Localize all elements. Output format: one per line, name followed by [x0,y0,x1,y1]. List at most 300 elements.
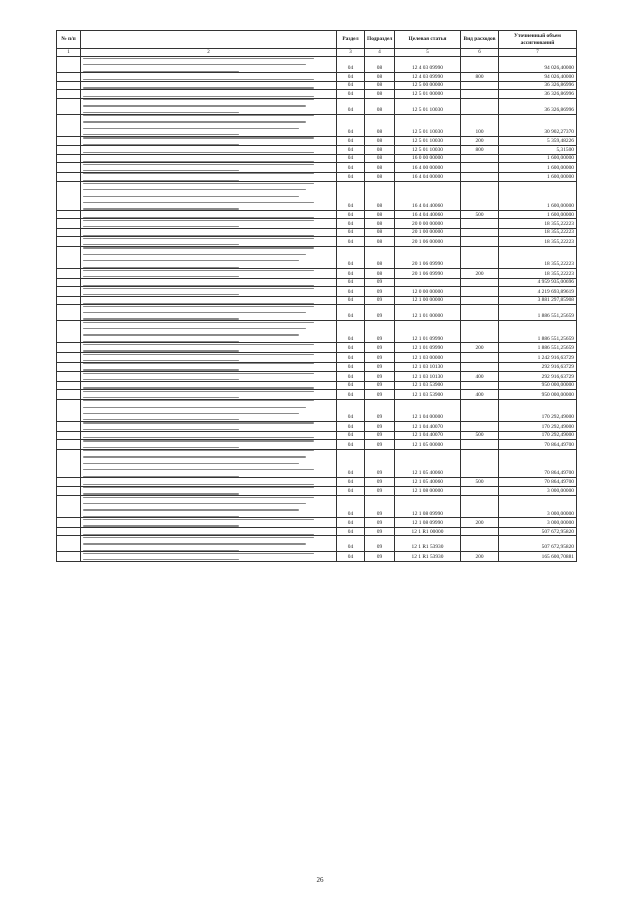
expense-type-cell [461,246,499,268]
razdel-cell: 04 [337,321,365,343]
row-number-cell [57,146,81,154]
table-row [57,228,577,236]
row-number-cell [57,287,81,297]
target-article-cell: 12 1 05 40060 [395,449,461,478]
podrazdel-cell: 09 [365,296,395,304]
expense-type-cell [461,353,499,363]
name-text-line [83,437,314,438]
row-name-cell [81,305,337,321]
razdel-cell: 04 [337,269,365,279]
expense-type-cell [461,399,499,421]
expense-type-cell [461,228,499,236]
expense-type-cell [461,486,499,496]
podrazdel-cell: 09 [365,390,395,400]
podrazdel-cell: 09 [365,528,395,536]
amount-cell: 292 916,63729 [499,372,577,382]
amount-cell: 950 000,00000 [499,390,577,400]
target-article-cell: 12 4 03 09990 [395,73,461,81]
podrazdel-cell: 09 [365,399,395,421]
expense-type-cell: 200 [461,518,499,528]
name-text-line [83,202,314,203]
row-name-cell [81,296,337,304]
razdel-cell: 04 [337,211,365,219]
razdel-cell: 04 [337,439,365,449]
amount-cell: 170 292,49000 [499,431,577,439]
row-number-cell [57,353,81,363]
razdel-cell: 04 [337,362,365,372]
amount-cell: 70 864,49700 [499,439,577,449]
table-row [57,154,577,162]
table-row [57,496,577,518]
razdel-cell: 04 [337,518,365,528]
header-razdel: Раздел [337,31,365,49]
podrazdel-cell: 08 [365,246,395,268]
row-number-cell [57,552,81,562]
table-row [57,353,577,363]
name-text-line [83,509,299,510]
amount-cell: 292 916,63729 [499,362,577,372]
razdel-cell: 04 [337,228,365,236]
amount-cell: 1 600,00000 [499,163,577,173]
column-number: 3 [337,49,365,57]
row-number-cell [57,399,81,421]
header-row [57,31,577,49]
podrazdel-cell: 08 [365,269,395,279]
target-article-cell: 12 1 01 09990 [395,343,461,353]
table-row [57,390,577,400]
name-text-line [83,328,306,329]
name-text-line [83,503,306,504]
target-article-cell: 16 4 04 40060 [395,211,461,219]
expense-type-cell: 100 [461,114,499,136]
table-row [57,449,577,478]
name-text-line [83,450,314,451]
name-text-line [83,96,314,97]
expense-type-cell [461,536,499,552]
name-text-line [83,318,239,319]
target-article-cell: 12 1 08 00000 [395,486,461,496]
name-text-line [83,79,314,80]
amount-cell: 3 000,00000 [499,518,577,528]
razdel-cell: 04 [337,431,365,439]
row-name-cell [81,154,337,162]
column-number: 1 [57,49,81,57]
razdel-cell: 04 [337,90,365,98]
row-number-cell [57,372,81,382]
table-row [57,431,577,439]
row-number-cell [57,390,81,400]
row-name-cell [81,287,337,297]
table-row [57,136,577,146]
razdel-cell: 04 [337,343,365,353]
row-number-cell [57,536,81,552]
table-row [57,98,577,114]
expense-type-cell [461,172,499,182]
name-text-line [83,350,239,351]
target-article-cell: 12 1 04 00000 [395,399,461,421]
razdel-cell: 04 [337,246,365,268]
name-text-line [83,354,314,355]
target-article-cell: 12 1 01 00000 [395,305,461,321]
name-text-line [83,306,314,307]
column-number: 4 [365,49,395,57]
amount-cell: 1 242 916,63729 [499,353,577,363]
row-number-cell [57,163,81,173]
row-number-cell [57,496,81,518]
row-number-cell [57,528,81,536]
name-text-line [83,379,239,380]
table-row [57,90,577,98]
expense-type-cell [461,57,499,73]
name-text-line [83,407,306,408]
header-target-article: Целевая статья [395,31,461,49]
expense-type-cell: 800 [461,73,499,81]
table-row [57,114,577,136]
row-number-cell [57,182,81,211]
row-name-cell [81,278,337,286]
name-text-line [83,387,314,388]
name-text-line [83,400,314,401]
amount-cell: 5,31500 [499,146,577,154]
table-row [57,518,577,528]
name-text-line [83,196,299,197]
razdel-cell: 04 [337,278,365,286]
podrazdel-cell: 08 [365,98,395,114]
amount-cell: 1 600,00000 [499,182,577,211]
name-text-line [83,208,239,209]
name-text-line [83,363,314,364]
expense-type-cell [461,237,499,247]
target-article-cell: 12 0 00 00000 [395,287,461,297]
row-name-cell [81,439,337,449]
header-name [81,31,337,49]
amount-cell: 1 600,00000 [499,211,577,219]
razdel-cell: 04 [337,390,365,400]
row-name-cell [81,237,337,247]
row-number-cell [57,219,81,229]
row-number-cell [57,172,81,182]
name-text-line [83,303,314,304]
expense-type-cell [461,381,499,389]
target-article-cell: 12 1 R1 53930 [395,552,461,562]
amount-cell: 165 600,70881 [499,552,577,562]
razdel-cell: 04 [337,182,365,211]
amount-cell: 1 600,00000 [499,154,577,162]
razdel-cell: 04 [337,154,365,162]
target-article-cell: 20 1 06 09990 [395,269,461,279]
name-text-line [83,322,314,323]
razdel-cell: 04 [337,287,365,297]
podrazdel-cell: 08 [365,237,395,247]
amount-cell: 36 326,86996 [499,90,577,98]
name-text-line [83,413,299,414]
target-article-cell: 12 1 03 53900 [395,381,461,389]
name-text-line [83,238,314,239]
row-number-cell [57,296,81,304]
target-article-cell: 16 0 00 00000 [395,154,461,162]
target-article-cell: 12 1 03 10130 [395,362,461,372]
row-number-cell [57,211,81,219]
row-name-cell [81,211,337,219]
name-text-line [83,537,314,538]
table-row [57,57,577,73]
expense-type-cell: 500 [461,211,499,219]
name-text-line [83,267,239,268]
podrazdel-cell: 09 [365,362,395,372]
row-number-cell [57,278,81,286]
name-text-line [83,360,239,361]
target-article-cell: 12 1 08 09990 [395,496,461,518]
row-number-cell [57,81,81,89]
table-row [57,278,577,286]
podrazdel-cell: 08 [365,211,395,219]
name-text-line [83,87,314,88]
row-name-cell [81,114,337,136]
expense-type-cell [461,296,499,304]
name-text-line [83,121,306,122]
podrazdel-cell: 09 [365,343,395,353]
expense-type-cell [461,287,499,297]
amount-cell: 70 864,49700 [499,478,577,486]
expense-type-cell [461,98,499,114]
name-text-line [83,369,239,370]
name-text-line [83,525,239,526]
name-text-line [83,161,314,162]
row-number-cell [57,228,81,236]
name-text-line [83,137,314,138]
amount-cell: 507 672,95820 [499,536,577,552]
podrazdel-cell: 09 [365,321,395,343]
amount-cell: 18 355,22223 [499,237,577,247]
row-name-cell [81,449,337,478]
table-row [57,399,577,421]
amount-cell: 70 864,49700 [499,449,577,478]
name-text-line [83,164,314,165]
amount-cell: 170 292,49000 [499,421,577,431]
row-number-cell [57,431,81,439]
target-article-cell: 12 5 01 10030 [395,114,461,136]
row-name-cell [81,73,337,81]
row-number-cell [57,439,81,449]
row-name-cell [81,362,337,372]
target-article-cell: 12 1 05 40060 [395,478,461,486]
name-text-line [83,497,314,498]
podrazdel-cell: 08 [365,90,395,98]
column-number: 6 [461,49,499,57]
target-article-cell: 12 5 00 00000 [395,81,461,89]
row-name-cell [81,172,337,182]
name-text-line [83,391,314,392]
row-number-cell [57,237,81,247]
amount-cell: 30 902,27370 [499,114,577,136]
name-text-line [83,152,314,153]
podrazdel-cell: 09 [365,478,395,486]
razdel-cell: 04 [337,305,365,321]
row-number-cell [57,98,81,114]
row-name-cell [81,343,337,353]
amount-cell: 36 326,86996 [499,81,577,89]
row-number-cell [57,136,81,146]
target-article-cell: 12 5 01 10030 [395,98,461,114]
table-row [57,528,577,536]
razdel-cell: 04 [337,136,365,146]
row-name-cell [81,552,337,562]
podrazdel-cell: 09 [365,353,395,363]
name-text-line [83,543,306,544]
name-text-line [83,476,239,477]
table-body [57,57,577,562]
row-name-cell [81,219,337,229]
amount-cell: 3 881 297,85908 [499,296,577,304]
target-article-cell: 20 1 06 00000 [395,237,461,247]
table-row [57,163,577,173]
name-text-line [83,440,314,441]
target-article-cell: 12 1 05 00000 [395,439,461,449]
row-name-cell [81,518,337,528]
name-text-line [83,534,314,535]
target-article-cell: 12 1 03 53900 [395,390,461,400]
target-article-cell: 12 1 04 40070 [395,421,461,431]
podrazdel-cell: 08 [365,182,395,211]
table-row [57,81,577,89]
name-text-line [83,260,299,261]
name-text-line [83,180,239,181]
name-text-line [83,115,314,116]
name-text-line [83,519,314,520]
amount-cell: 3 000,00000 [499,486,577,496]
podrazdel-cell: 09 [365,449,395,478]
amount-cell: 36 326,86996 [499,98,577,114]
podrazdel-cell: 08 [365,228,395,236]
podrazdel-cell: 08 [365,136,395,146]
expense-type-cell [461,305,499,321]
name-text-line [83,112,239,113]
amount-cell: 94 026,40000 [499,57,577,73]
budget-table [56,30,577,562]
table-row [57,486,577,496]
expense-type-cell: 500 [461,431,499,439]
row-name-cell [81,136,337,146]
header-podrazdel: Подраздел [365,31,395,49]
table-row [57,536,577,552]
row-name-cell [81,228,337,236]
target-article-cell: 12 1 R1 53930 [395,536,461,552]
razdel-cell: 04 [337,496,365,518]
row-number-cell [57,478,81,486]
name-text-line [83,134,239,135]
expense-type-cell [461,182,499,211]
name-text-line [83,244,239,245]
expense-type-cell: 200 [461,552,499,562]
expense-type-cell: 200 [461,343,499,353]
row-name-cell [81,372,337,382]
row-name-cell [81,478,337,486]
row-name-cell [81,163,337,173]
podrazdel-cell: 09 [365,287,395,297]
razdel-cell: 04 [337,478,365,486]
header-expense-type: Вид расходов [461,31,499,49]
podrazdel-cell: 09 [365,305,395,321]
row-number-cell [57,154,81,162]
name-text-line [83,463,299,464]
table-row [57,305,577,321]
target-article-cell: 12 5 01 10030 [395,146,461,154]
expense-type-cell [461,154,499,162]
expense-type-cell [461,362,499,372]
razdel-cell: 04 [337,296,365,304]
expense-type-cell: 800 [461,146,499,154]
name-text-line [83,183,314,184]
podrazdel-cell: 09 [365,421,395,431]
razdel-cell: 04 [337,421,365,431]
podrazdel-cell: 08 [365,114,395,136]
table-row [57,362,577,372]
podrazdel-cell: 08 [365,154,395,162]
name-text-line [83,559,239,560]
amount-cell: 94 026,40000 [499,73,577,81]
table-row [57,421,577,431]
name-text-line [83,276,239,277]
row-number-cell [57,486,81,496]
razdel-cell: 04 [337,57,365,73]
row-name-cell [81,182,337,211]
header-amount: Уточненный объем ассигнований [499,31,577,49]
name-text-line [83,235,314,236]
table-row [57,182,577,211]
amount-cell: 18 355,22223 [499,246,577,268]
table-row [57,372,577,382]
row-number-cell [57,381,81,389]
expense-type-cell [461,163,499,173]
razdel-cell: 04 [337,353,365,363]
expense-type-cell: 200 [461,136,499,146]
target-article-cell: 12 1 03 00000 [395,353,461,363]
row-name-cell [81,269,337,279]
name-text-line [83,189,306,190]
row-number-cell [57,518,81,528]
target-article-cell: 12 1 04 40070 [395,431,461,439]
amount-cell: 5 359,48226 [499,136,577,146]
table-row [57,439,577,449]
razdel-cell: 04 [337,552,365,562]
row-name-cell [81,381,337,389]
razdel-cell: 04 [337,219,365,229]
table-row [57,219,577,229]
name-text-line [83,493,239,494]
target-article-cell: 16 4 04 00000 [395,172,461,182]
target-article-cell: 20 1 06 09990 [395,246,461,268]
expense-type-cell [461,90,499,98]
column-number: 5 [395,49,461,57]
podrazdel-cell: 08 [365,163,395,173]
amount-cell: 18 355,22223 [499,219,577,229]
name-text-line [83,128,299,129]
expense-type-cell [461,278,499,286]
name-text-line [83,173,314,174]
name-text-line [83,99,314,100]
row-name-cell [81,98,337,114]
target-article-cell [395,278,461,286]
name-text-line [83,294,239,295]
row-number-cell [57,114,81,136]
amount-cell: 507 672,95820 [499,528,577,536]
name-text-line [83,344,314,345]
page-number: 26 [316,876,324,884]
row-name-cell [81,246,337,268]
name-text-line [83,487,314,488]
name-text-line [83,397,239,398]
name-text-line [83,456,306,457]
